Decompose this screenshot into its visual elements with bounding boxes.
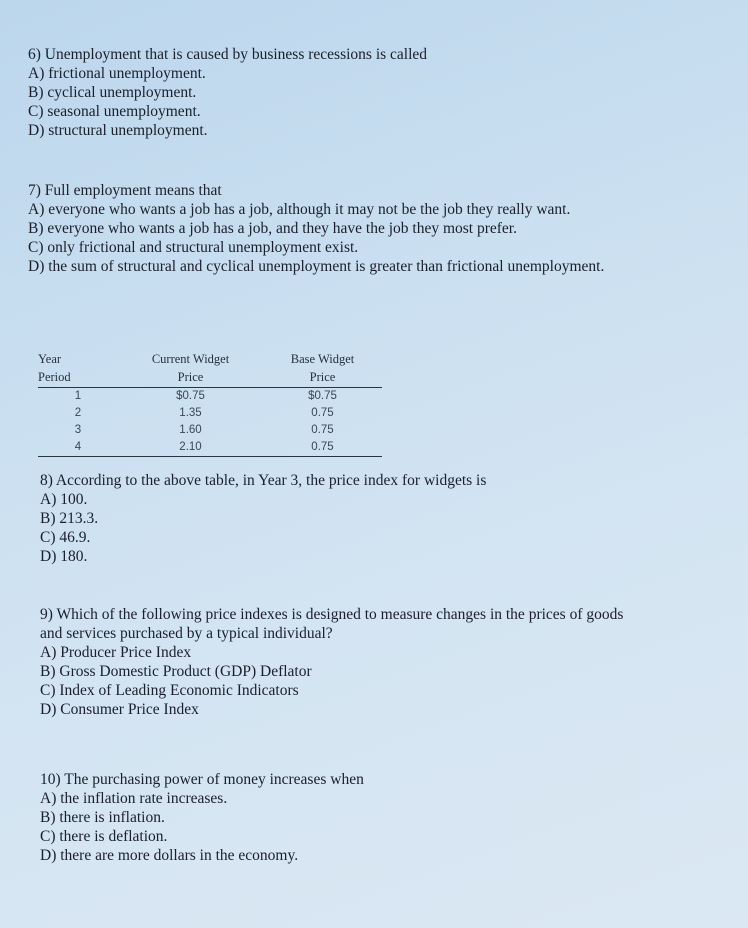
cell-year: 1 bbox=[74, 390, 82, 402]
header-base-price-label: Price bbox=[309, 370, 336, 384]
cell-current-price: 2.10 bbox=[179, 441, 202, 453]
question-9-option-d: D) Consumer Price Index bbox=[40, 701, 199, 718]
header-year-period bbox=[38, 348, 118, 388]
question-7-option-d: D) the sum of structural and cyclical unemployment is greater than frictional unemployment. bbox=[28, 258, 605, 275]
question-9-option-c: C) Index of Leading Economic Indicators bbox=[40, 682, 299, 699]
question-7-text: 7) Full employment means that bbox=[28, 182, 222, 199]
question-9-option-a: A) Producer Price Index bbox=[40, 644, 192, 661]
question-6-option-a: A) frictional unemployment. bbox=[28, 65, 206, 82]
widget-price-table bbox=[38, 348, 382, 457]
question-10-option-a: A) the inflation rate increases. bbox=[40, 790, 228, 807]
question-8-option-b: B) 213.3. bbox=[40, 510, 99, 527]
cell-base-price: $0.75 bbox=[308, 390, 337, 402]
header-year: Year bbox=[38, 352, 62, 366]
table-row bbox=[38, 422, 382, 439]
cell-base-price: 0.75 bbox=[311, 424, 334, 436]
question-9-text-line-2: and services purchased by a typical individual? bbox=[40, 625, 333, 642]
question-8 bbox=[40, 471, 486, 566]
cell-current-price: $0.75 bbox=[176, 390, 205, 402]
question-7-option-b: B) everyone who wants a job has a job, and they have the job they most prefer. bbox=[28, 220, 517, 237]
table-row bbox=[38, 439, 382, 457]
cell-base-price: 0.75 bbox=[311, 407, 334, 419]
header-current-widget: Current Widget bbox=[151, 352, 230, 366]
question-10 bbox=[40, 770, 364, 865]
cell-base-price: 0.75 bbox=[311, 441, 334, 453]
question-9 bbox=[40, 605, 623, 719]
question-8-option-d: D) 180. bbox=[40, 548, 88, 565]
cell-current-price: 1.60 bbox=[179, 424, 202, 436]
question-7-option-c: C) only frictional and structural unemployment exist. bbox=[28, 239, 359, 256]
question-7-option-a: A) everyone who wants a job has a job, although it may not be the job they really want. bbox=[28, 201, 571, 218]
question-8-option-c: C) 46.9. bbox=[40, 529, 91, 546]
cell-year: 3 bbox=[74, 424, 82, 436]
table-row bbox=[38, 405, 382, 422]
question-7 bbox=[28, 181, 604, 276]
question-10-option-d: D) there are more dollars in the economy. bbox=[40, 847, 299, 864]
table-header-row bbox=[38, 348, 382, 388]
question-10-text: 10) The purchasing power of money increases when bbox=[40, 771, 364, 788]
question-10-option-b: B) there is inflation. bbox=[40, 809, 165, 826]
question-9-option-b: B) Gross Domestic Product (GDP) Deflator bbox=[40, 663, 312, 680]
question-6-option-c: C) seasonal unemployment. bbox=[28, 103, 201, 120]
question-9-text-line-1: 9) Which of the following price indexes is designed to measure changes in the prices of goods bbox=[40, 606, 624, 623]
header-current-price bbox=[118, 348, 263, 388]
question-6-text: 6) Unemployment that is caused by business recessions is called bbox=[28, 46, 428, 63]
cell-year: 4 bbox=[74, 441, 82, 453]
header-period: Period bbox=[38, 370, 71, 384]
header-base-widget: Base Widget bbox=[290, 352, 355, 366]
question-6-option-d: D) structural unemployment. bbox=[28, 122, 208, 139]
header-base-price bbox=[263, 348, 382, 388]
question-8-text: 8) According to the above table, in Year 3, the price index for widgets is bbox=[40, 472, 487, 489]
cell-current-price: 1.35 bbox=[179, 407, 202, 419]
question-6-option-b: B) cyclical unemployment. bbox=[28, 84, 197, 101]
table-row bbox=[38, 388, 382, 406]
question-6 bbox=[28, 45, 427, 140]
header-current-price-label: Price bbox=[177, 370, 204, 384]
question-8-option-a: A) 100. bbox=[40, 491, 88, 508]
question-10-option-c: C) there is deflation. bbox=[40, 828, 168, 845]
cell-year: 2 bbox=[74, 407, 82, 419]
